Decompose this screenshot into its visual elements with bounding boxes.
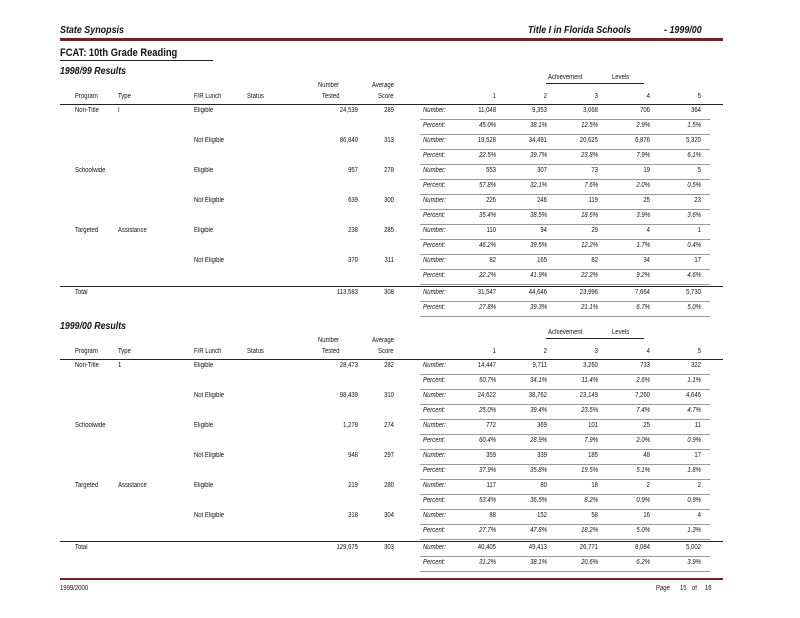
level-count: 17 (694, 452, 701, 459)
level-percent: 41.9% (530, 272, 547, 279)
total-level-percent: 21.1% (581, 304, 598, 311)
achievement-underline (546, 83, 644, 84)
level-count: 322 (691, 362, 701, 369)
level-percent: 7.9% (636, 152, 650, 159)
level-percent: 11.4% (581, 377, 598, 384)
level-count: 706 (640, 107, 650, 114)
level-percent: 32.1% (530, 182, 547, 189)
total-average-score: 308 (384, 289, 394, 296)
page-of: of (692, 585, 697, 592)
number-label: Number: (423, 452, 446, 459)
row-program: Targeted (75, 227, 99, 234)
total-level-percent: 38.1% (530, 559, 547, 566)
average-score-header-2: Score (378, 348, 394, 355)
level-percent: 1.1% (687, 377, 701, 384)
level-percent: 2.9% (636, 122, 650, 129)
level-header: 4 (646, 93, 650, 100)
level-percent: 47.8% (530, 527, 547, 534)
level-percent: 0.9% (687, 437, 701, 444)
level-percent: 23.5% (581, 407, 598, 414)
level-percent: 3.6% (687, 212, 701, 219)
total-number-tested: 129,675 (336, 544, 358, 551)
level-count: 185 (588, 452, 598, 459)
header-rule (60, 38, 723, 41)
average-score-header-2: Score (378, 93, 394, 100)
level-count: 48 (643, 452, 650, 459)
level-count: 3,260 (583, 362, 598, 369)
row-separator (420, 284, 710, 285)
level-percent: 7.4% (636, 407, 650, 414)
level-percent: 38.1% (530, 122, 547, 129)
row-separator (420, 224, 710, 225)
level-count: 119 (588, 197, 598, 204)
level-percent: 34.1% (530, 377, 547, 384)
row-separator (420, 119, 710, 120)
level-header: 5 (697, 93, 701, 100)
row-separator (420, 509, 710, 510)
level-count: 3,068 (583, 107, 598, 114)
section-title: 1998/99 Results (60, 66, 127, 77)
row-separator (420, 194, 710, 195)
percent-label: Percent: (423, 407, 446, 414)
total-level-count: 26,771 (579, 544, 598, 551)
level-count: 117 (486, 482, 496, 489)
page-number: 15 (680, 585, 687, 592)
level-count: 34 (643, 257, 650, 264)
row-average-score: 313 (384, 137, 394, 144)
level-header: 1 (492, 348, 496, 355)
level-count: 25 (643, 422, 650, 429)
level-percent: 4.6% (687, 272, 701, 279)
level-percent: 39.4% (530, 407, 547, 414)
number-tested-header-2: Tested (322, 348, 340, 355)
level-count: 20,625 (579, 137, 598, 144)
levels-header: Levels (612, 329, 630, 336)
level-count: 38,762 (528, 392, 547, 399)
row-average-score: 289 (384, 107, 394, 114)
number-label: Number: (423, 362, 446, 369)
program-header: Program (75, 348, 98, 355)
level-header: 2 (543, 348, 547, 355)
number-label: Number: (423, 392, 446, 399)
total-label: Total (75, 289, 88, 296)
row-average-score: 274 (384, 422, 394, 429)
percent-label: Percent: (423, 304, 446, 311)
frlunch-header: F/R Lunch (194, 93, 222, 100)
level-count: 73 (591, 167, 598, 174)
total-level-percent: 39.3% (530, 304, 547, 311)
level-count: 94 (540, 227, 547, 234)
level-count: 29 (591, 227, 598, 234)
level-count: 24,622 (477, 392, 496, 399)
row-number-tested: 370 (348, 257, 358, 264)
level-header: 5 (697, 348, 701, 355)
row-separator (420, 149, 710, 150)
row-number-tested: 639 (348, 197, 358, 204)
row-number-tested: 1,278 (343, 422, 358, 429)
row-type: 1 (118, 362, 122, 369)
level-percent: 1.7% (636, 242, 650, 249)
row-average-score: 311 (384, 257, 394, 264)
level-count: 152 (537, 512, 547, 519)
percent-label: Percent: (423, 559, 446, 566)
level-count: 11,048 (478, 107, 496, 114)
row-separator (420, 179, 710, 180)
level-percent: 50.7% (479, 377, 496, 384)
level-percent: 39.5% (530, 242, 547, 249)
level-count: 5 (697, 167, 701, 174)
percent-label: Percent: (423, 182, 446, 189)
row-separator (420, 539, 710, 540)
row-type: I (118, 107, 120, 114)
level-count: 165 (537, 257, 547, 264)
row-frlunch: Not Eligible (194, 452, 225, 459)
level-percent: 35.4% (479, 212, 496, 219)
total-level-count: 49,413 (528, 544, 547, 551)
level-percent: 37.9% (479, 467, 496, 474)
level-header: 3 (594, 348, 598, 355)
level-percent: 0.9% (687, 497, 701, 504)
total-level-count: 44,646 (528, 289, 547, 296)
level-percent: 0.4% (687, 242, 701, 249)
number-tested-header: Number (318, 337, 340, 344)
number-tested-header: Number (318, 82, 340, 89)
percent-label: Percent: (423, 467, 446, 474)
section-header-rule (60, 104, 723, 105)
level-percent: 5.0% (636, 527, 650, 534)
level-percent: 9.2% (636, 272, 650, 279)
row-frlunch: Not Eligible (194, 512, 225, 519)
total-level-count: 8,084 (635, 544, 650, 551)
number-tested-header-2: Tested (322, 93, 340, 100)
level-percent: 3.9% (636, 212, 650, 219)
level-count: 110 (486, 227, 496, 234)
footer-rule (60, 578, 723, 580)
level-count: 23 (694, 197, 701, 204)
level-count: 101 (588, 422, 598, 429)
row-frlunch: Eligible (194, 482, 214, 489)
row-number-tested: 318 (348, 512, 358, 519)
level-percent: 1.5% (687, 122, 701, 129)
row-separator (420, 134, 710, 135)
level-count: 58 (591, 512, 598, 519)
level-count: 80 (540, 482, 547, 489)
row-separator (420, 374, 710, 375)
level-count: 772 (486, 422, 496, 429)
level-count: 246 (537, 197, 547, 204)
level-percent: 19.5% (581, 467, 598, 474)
row-average-score: 304 (384, 512, 394, 519)
level-count: 4 (697, 512, 701, 519)
row-frlunch: Not Eligible (194, 137, 225, 144)
level-percent: 38.5% (530, 212, 547, 219)
level-count: 25 (643, 197, 650, 204)
report-title: State Synopsis (60, 24, 124, 36)
level-count: 226 (486, 197, 496, 204)
row-average-score: 310 (384, 392, 394, 399)
level-percent: 27.7% (479, 527, 496, 534)
row-separator (420, 571, 710, 572)
level-percent: 18.2% (581, 527, 598, 534)
level-count: 82 (489, 257, 496, 264)
level-count: 339 (537, 452, 547, 459)
percent-label: Percent: (423, 152, 446, 159)
row-frlunch: Not Eligible (194, 197, 225, 204)
total-rule (60, 286, 723, 287)
program-header: Program (75, 93, 98, 100)
level-count: 364 (691, 107, 701, 114)
subtitle-underline (60, 60, 213, 61)
row-separator (420, 301, 710, 302)
level-count: 2 (646, 482, 650, 489)
total-level-count: 40,405 (477, 544, 496, 551)
row-number-tested: 24,539 (339, 107, 358, 114)
level-count: 5,320 (686, 137, 701, 144)
achievement-underline (546, 338, 644, 339)
footer-year: 1999/2000 (60, 585, 89, 592)
levels-header: Levels (612, 74, 630, 81)
level-count: 369 (537, 422, 547, 429)
level-percent: 18.6% (581, 212, 598, 219)
level-count: 17 (694, 257, 701, 264)
row-frlunch: Not Eligible (194, 392, 225, 399)
percent-label: Percent: (423, 497, 446, 504)
row-average-score: 297 (384, 452, 394, 459)
row-number-tested: 957 (348, 167, 358, 174)
row-frlunch: Not Eligible (194, 257, 225, 264)
status-header: Status (247, 348, 264, 355)
percent-label: Percent: (423, 122, 446, 129)
level-count: 1 (697, 227, 701, 234)
total-level-percent: 5.0% (687, 304, 701, 311)
page-label: Page (656, 585, 670, 592)
row-number-tested: 28,473 (339, 362, 358, 369)
level-count: 82 (591, 257, 598, 264)
total-level-count: 31,547 (477, 289, 496, 296)
total-rule (60, 541, 723, 542)
row-type: Assistance (118, 227, 147, 234)
row-type: Assistance (118, 482, 147, 489)
level-percent: 6.1% (687, 152, 701, 159)
level-count: 6,876 (635, 137, 650, 144)
level-percent: 2.0% (636, 437, 650, 444)
subtitle: FCAT: 10th Grade Reading (60, 47, 178, 59)
total-level-percent: 6.2% (636, 559, 650, 566)
level-header: 3 (594, 93, 598, 100)
level-percent: 22.2% (479, 272, 496, 279)
level-percent: 0.9% (636, 497, 650, 504)
level-count: 23,149 (579, 392, 598, 399)
total-level-count: 23,996 (579, 289, 598, 296)
level-count: 19,528 (477, 137, 496, 144)
total-label: Total (75, 544, 88, 551)
level-count: 88 (489, 512, 496, 519)
percent-label: Percent: (423, 527, 446, 534)
row-program: Schoolwide (75, 422, 106, 429)
level-percent: 23.8% (581, 152, 598, 159)
row-number-tested: 86,840 (339, 137, 358, 144)
level-count: 4,646 (686, 392, 701, 399)
number-label: Number: (423, 289, 446, 296)
number-label: Number: (423, 227, 446, 234)
level-percent: 36.5% (530, 497, 547, 504)
level-percent: 2.6% (636, 377, 650, 384)
type-header: Type (118, 348, 131, 355)
level-percent: 1.3% (687, 527, 701, 534)
row-program: Targeted (75, 482, 99, 489)
level-percent: 0.5% (687, 182, 701, 189)
row-separator (420, 316, 710, 317)
row-separator (420, 479, 710, 480)
percent-label: Percent: (423, 272, 446, 279)
number-label: Number: (423, 512, 446, 519)
row-separator (420, 494, 710, 495)
level-percent: 22.5% (479, 152, 496, 159)
section-header-rule (60, 359, 723, 360)
level-percent: 4.7% (687, 407, 701, 414)
number-label: Number: (423, 167, 446, 174)
average-score-header: Average (372, 82, 395, 89)
report-year: - 1999/00 (664, 24, 702, 36)
number-label: Number: (423, 422, 446, 429)
row-separator (420, 419, 710, 420)
type-header: Type (118, 93, 131, 100)
level-header: 4 (646, 348, 650, 355)
row-frlunch: Eligible (194, 422, 214, 429)
row-separator (420, 389, 710, 390)
number-label: Number: (423, 137, 446, 144)
level-header: 1 (492, 93, 496, 100)
row-number-tested: 98,439 (339, 392, 358, 399)
section-title: 1999/00 Results (60, 321, 127, 332)
number-label: Number: (423, 107, 446, 114)
page-total: 16 (705, 585, 712, 592)
total-level-count: 5,002 (686, 544, 701, 551)
number-label: Number: (423, 197, 446, 204)
number-label: Number: (423, 544, 446, 551)
level-header: 2 (543, 93, 547, 100)
level-percent: 1.8% (687, 467, 701, 474)
level-count: 733 (640, 362, 650, 369)
row-separator (420, 269, 710, 270)
level-percent: 2.0% (636, 182, 650, 189)
row-average-score: 280 (384, 482, 394, 489)
row-frlunch: Eligible (194, 227, 214, 234)
total-number-tested: 113,583 (336, 289, 358, 296)
level-percent: 45.0% (479, 122, 496, 129)
average-score-header: Average (372, 337, 395, 344)
level-count: 19 (643, 167, 650, 174)
row-average-score: 300 (384, 197, 394, 204)
row-program: Non-Title (75, 107, 99, 114)
level-percent: 8.2% (584, 497, 598, 504)
row-frlunch: Eligible (194, 362, 214, 369)
total-level-count: 7,664 (635, 289, 650, 296)
row-separator (420, 449, 710, 450)
level-percent: 7.6% (584, 182, 598, 189)
level-percent: 39.7% (530, 152, 547, 159)
level-count: 11 (694, 422, 701, 429)
row-separator (420, 556, 710, 557)
total-average-score: 303 (384, 544, 394, 551)
report-title-right: Title I in Florida Schools (528, 24, 631, 36)
number-label: Number: (423, 482, 446, 489)
total-level-percent: 6.7% (636, 304, 650, 311)
row-number-tested: 238 (348, 227, 358, 234)
level-percent: 28.9% (530, 437, 547, 444)
achievement-header: Achievement (548, 74, 583, 81)
total-level-count: 5,730 (686, 289, 701, 296)
level-percent: 46.2% (479, 242, 496, 249)
level-percent: 12.5% (581, 122, 598, 129)
percent-label: Percent: (423, 242, 446, 249)
row-separator (420, 164, 710, 165)
row-separator (420, 524, 710, 525)
row-number-tested: 219 (348, 482, 358, 489)
percent-label: Percent: (423, 212, 446, 219)
level-count: 16 (643, 512, 650, 519)
row-separator (420, 464, 710, 465)
row-program: Non-Title (75, 362, 99, 369)
level-percent: 12.2% (581, 242, 598, 249)
total-level-percent: 20.6% (581, 559, 598, 566)
number-label: Number: (423, 257, 446, 264)
row-separator (420, 209, 710, 210)
level-percent: 7.9% (584, 437, 598, 444)
row-program: Schoolwide (75, 167, 106, 174)
level-count: 14,447 (477, 362, 496, 369)
achievement-header: Achievement (548, 329, 583, 336)
total-level-percent: 31.2% (479, 559, 496, 566)
row-frlunch: Eligible (194, 107, 214, 114)
row-average-score: 285 (384, 227, 394, 234)
level-count: 18 (591, 482, 598, 489)
level-percent: 35.8% (530, 467, 547, 474)
level-percent: 53.4% (479, 497, 496, 504)
percent-label: Percent: (423, 377, 446, 384)
row-separator (420, 239, 710, 240)
level-percent: 60.4% (479, 437, 496, 444)
level-percent: 5.1% (636, 467, 650, 474)
row-separator (420, 404, 710, 405)
level-count: 9,353 (532, 107, 547, 114)
level-count: 307 (537, 167, 547, 174)
level-percent: 57.8% (479, 182, 496, 189)
level-count: 7,260 (635, 392, 650, 399)
row-average-score: 282 (384, 362, 394, 369)
row-average-score: 278 (384, 167, 394, 174)
row-frlunch: Eligible (194, 167, 214, 174)
frlunch-header: F/R Lunch (194, 348, 222, 355)
level-count: 359 (486, 452, 496, 459)
total-level-percent: 3.9% (687, 559, 701, 566)
row-number-tested: 948 (348, 452, 358, 459)
percent-label: Percent: (423, 437, 446, 444)
level-count: 553 (486, 167, 496, 174)
level-count: 2 (697, 482, 701, 489)
level-percent: 22.2% (581, 272, 598, 279)
level-count: 4 (646, 227, 650, 234)
level-percent: 25.0% (479, 407, 496, 414)
row-separator (420, 254, 710, 255)
total-level-percent: 27.8% (479, 304, 496, 311)
row-separator (420, 434, 710, 435)
level-count: 34,491 (528, 137, 547, 144)
status-header: Status (247, 93, 264, 100)
level-count: 9,711 (532, 362, 547, 369)
